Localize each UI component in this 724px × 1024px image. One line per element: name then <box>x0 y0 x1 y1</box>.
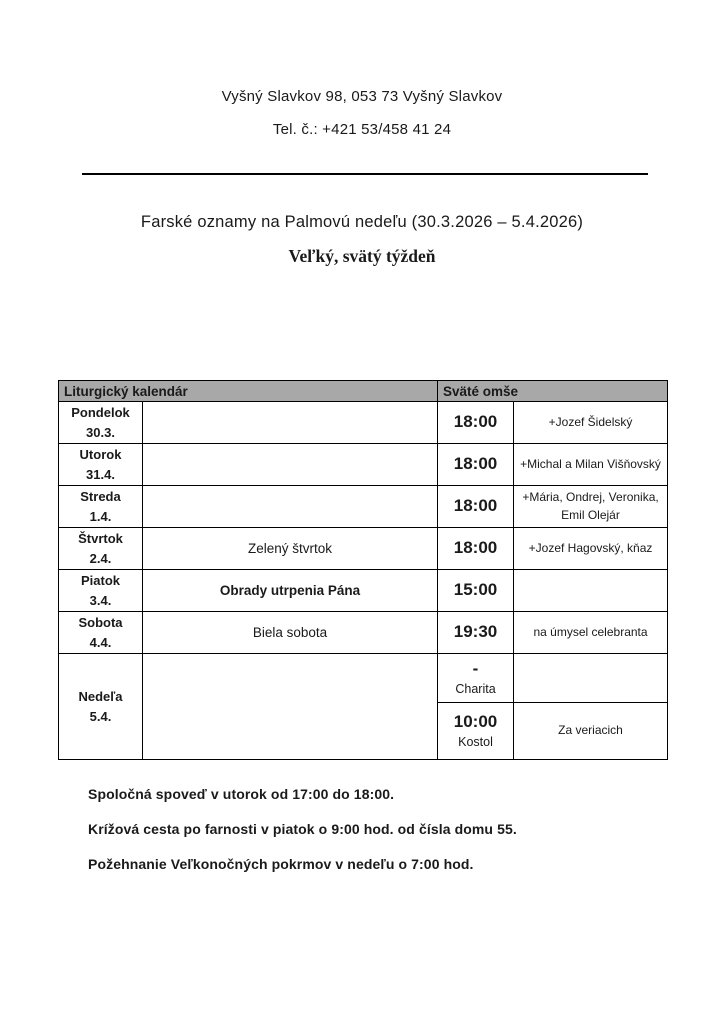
time-cell: 18:00 <box>438 402 514 444</box>
horizontal-divider <box>82 173 648 175</box>
announcement-food-blessing: Požehnanie Veľkonočných pokrmov v nedeľu o 7:00 hod. <box>88 856 474 872</box>
day-date: 3.4. <box>89 592 112 608</box>
time-cell: 18:00 <box>438 528 514 570</box>
event-cell <box>143 402 438 444</box>
table-row-sunday-first <box>59 654 668 703</box>
intention-cell <box>514 654 668 703</box>
day-name: Štvrtok <box>78 531 123 546</box>
intention-cell: Za veriacich <box>514 703 668 760</box>
day-date: 31.4. <box>86 466 115 482</box>
day-cell <box>59 486 143 528</box>
intention-cell: +Jozef Šidelský <box>514 402 668 444</box>
event-cell <box>143 486 438 528</box>
event-cell <box>143 444 438 486</box>
day-name: Utorok <box>79 447 122 462</box>
day-cell <box>59 612 143 654</box>
page-title: Farské oznamy na Palmovú nedeľu (30.3.2026 – 5.4.2026) <box>140 213 584 231</box>
day-cell <box>59 654 143 760</box>
day-date: 2.4. <box>89 550 112 566</box>
time-cell <box>438 703 514 760</box>
event-cell: Biela sobota <box>143 612 438 654</box>
intention-cell: +Michal a Milan Višňovský <box>514 444 668 486</box>
table-row-monday <box>59 402 668 444</box>
time-value: - <box>472 659 479 679</box>
event-cell: Zelený štvrtok <box>143 528 438 570</box>
time-cell: 18:00 <box>438 486 514 528</box>
announcement-way-of-cross: Krížová cesta po farnosti v piatok o 9:00 hod. od čísla domu 55. <box>88 821 517 837</box>
day-cell <box>59 528 143 570</box>
day-date: 30.3. <box>86 424 115 440</box>
table-row-saturday <box>59 612 668 654</box>
time-cell: 15:00 <box>438 570 514 612</box>
time-value: 10:00 <box>453 712 498 732</box>
intention-cell: na úmysel celebranta <box>514 612 668 654</box>
day-name: Nedeľa <box>78 689 123 704</box>
day-cell <box>59 570 143 612</box>
parish-phone: Tel. č.: +421 53/458 41 24 <box>272 121 452 138</box>
event-cell <box>143 654 438 760</box>
day-name: Pondelok <box>71 405 130 420</box>
place-label: Kostol <box>458 734 493 749</box>
table-row-wednesday <box>59 486 668 528</box>
intention-cell: +Jozef Hagovský, kňaz <box>514 528 668 570</box>
day-date: 4.4. <box>89 634 112 650</box>
page-subtitle: Veľký, svätý týždeň <box>288 246 436 266</box>
mass-schedule-table <box>58 380 668 760</box>
parish-address: Vyšný Slavkov 98, 053 73 Vyšný Slavkov <box>221 88 503 105</box>
day-date: 5.4. <box>89 708 112 724</box>
day-cell <box>59 402 143 444</box>
column-header-liturgical-calendar: Liturgický kalendár <box>59 381 438 402</box>
day-date: 1.4. <box>89 508 112 524</box>
day-name: Piatok <box>80 573 120 588</box>
time-cell: 19:30 <box>438 612 514 654</box>
table-row-friday <box>59 570 668 612</box>
announcements-section <box>88 786 648 891</box>
time-cell: 18:00 <box>438 444 514 486</box>
intention-cell: +Mária, Ondrej, Veronika, Emil Olejár <box>514 486 668 528</box>
table-header-row <box>59 381 668 402</box>
day-cell <box>59 444 143 486</box>
column-header-masses: Sväté omše <box>438 381 668 402</box>
day-name: Streda <box>80 489 121 504</box>
event-cell: Obrady utrpenia Pána <box>143 570 438 612</box>
table-row-thursday <box>59 528 668 570</box>
table-row-tuesday <box>59 444 668 486</box>
time-cell <box>438 654 514 703</box>
announcement-confession: Spoločná spoveď v utorok od 17:00 do 18:00. <box>88 786 395 802</box>
place-label: Charita <box>455 681 496 696</box>
day-name: Sobota <box>78 615 123 630</box>
intention-cell <box>514 570 668 612</box>
